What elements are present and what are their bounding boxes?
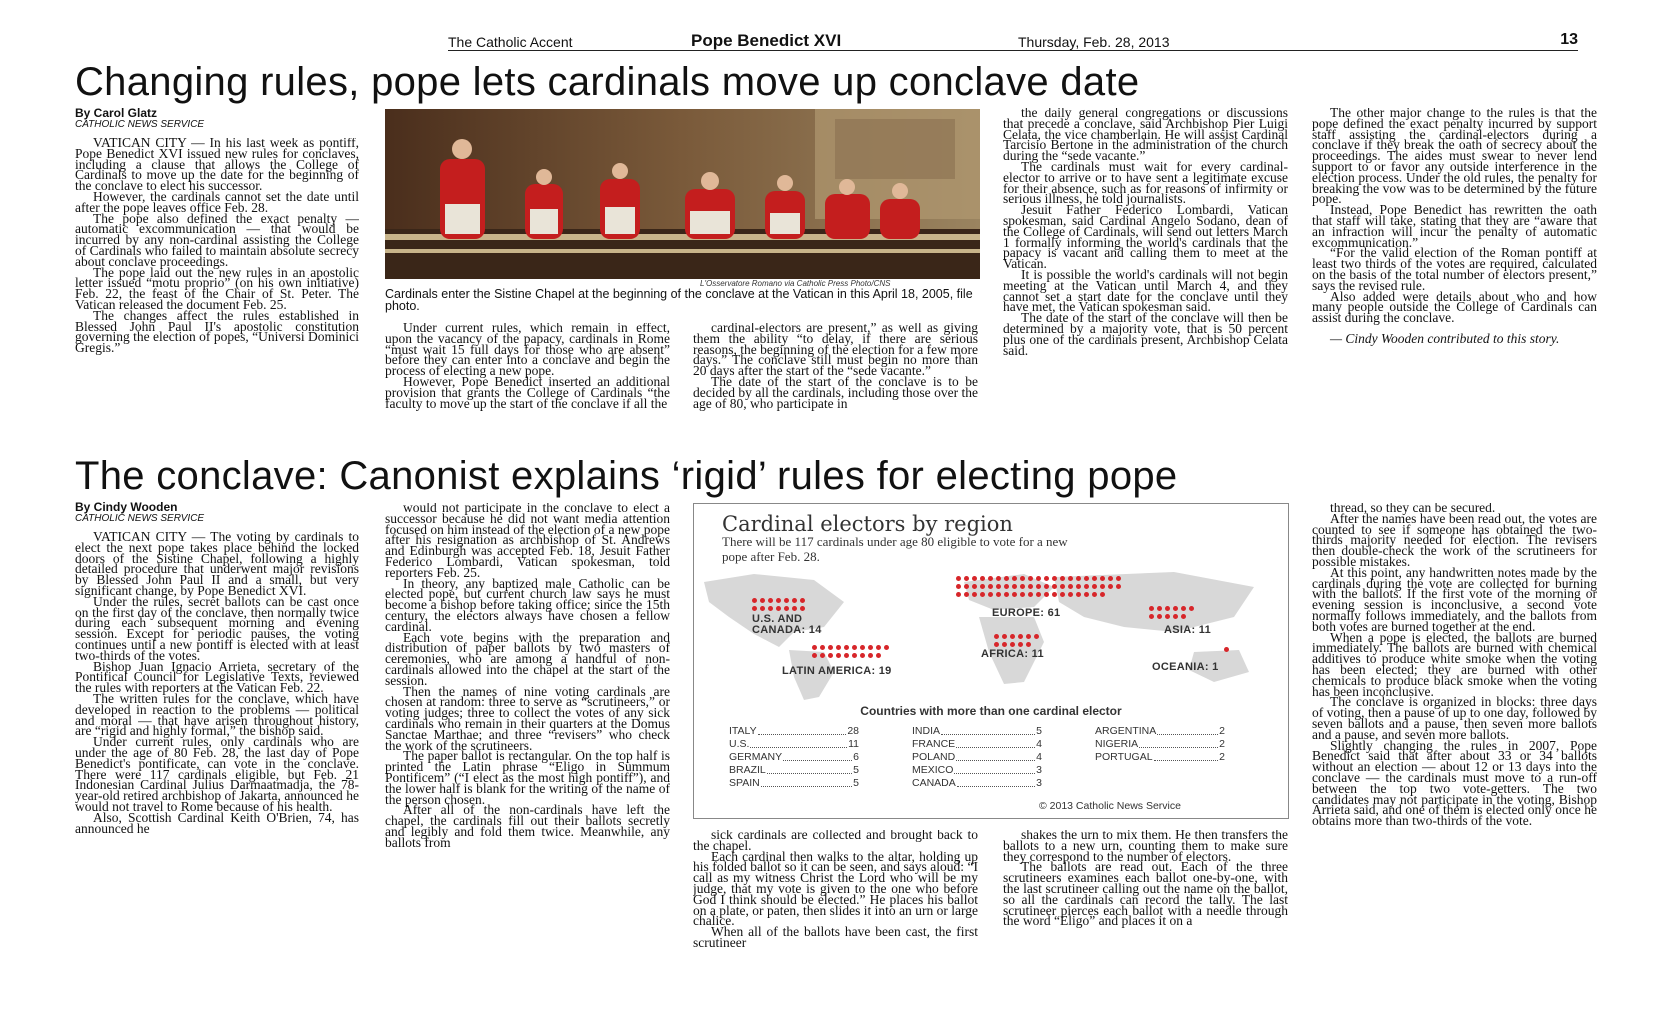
country-count: 11 (848, 738, 859, 750)
leader-dots (750, 738, 847, 748)
country-name: MEXICO (912, 764, 954, 776)
cardinal-dot (1034, 634, 1039, 639)
cardinal-dot (956, 576, 961, 581)
cardinal-dot (1052, 592, 1057, 597)
cardinal-dot (996, 584, 1001, 589)
leader-dots (957, 777, 1035, 787)
region-label-latin-america: LATIN AMERICA: 19 (782, 665, 892, 677)
paragraph: The pope also defined the exact penalty — automatic excommunication — that would be incurred by any non-cardinal assisting the College of Cardinals who failed to maintain absolute secrecy about conclave proceedings. (75, 210, 359, 269)
cardinal-dot (1044, 592, 1049, 597)
country-row (1095, 738, 1225, 751)
cardinal-dot (1224, 647, 1229, 652)
region-dots-oceania (1224, 647, 1229, 652)
country-count: 5 (1036, 725, 1042, 737)
paragraph: The conclave is organized in blocks: three days of voting, then a pause of up to one day, followed by seven ballots and a pause, then seven more ballots and a pause, and seven more ballots. (1312, 694, 1597, 742)
graphic-copyright: © 2013 Catholic News Service (1039, 800, 1181, 812)
paragraph: Each vote begins with the preparation and distribution of paper ballots by two masters of ceremonies, who are among a handful of non-cardinals allowed into the chapel at the start of the session. (385, 629, 670, 688)
cardinal-dot (1036, 576, 1041, 581)
country-count: 4 (1036, 751, 1042, 763)
country-name: ITALY (729, 725, 757, 737)
cardinal-dot (1157, 614, 1162, 619)
cardinal-dot (876, 653, 881, 658)
paragraph: “For the valid election of the Roman pontiff at least two thirds of the votes are required, calculated on the basis of the total number of electors present,” says the revised rule. (1312, 245, 1597, 293)
country-row (729, 777, 859, 790)
photo-credit: L'Osservatore Romano via Catholic Press Photo/CNS (700, 279, 891, 288)
cardinal-dot (1092, 584, 1097, 589)
country-row (912, 738, 1042, 751)
cardinal-dot (1068, 576, 1073, 581)
cardinal-dot (1052, 576, 1057, 581)
region-dots-us-canada (752, 598, 805, 611)
cardinal-dot (860, 653, 865, 658)
cardinal-dot (1157, 606, 1162, 611)
paragraph: would not participate in the conclave to elect a successor because he did not want media attention focused on him instead of the election of a new pope after his resignation as archbishop of St. Andrews and Edinburgh was accepted Feb. 18, Jesuit Father Federico Lombardi, Vatican spokesman, told reporters Feb. 25. (385, 503, 670, 580)
cardinal-dot (1068, 584, 1073, 589)
country-count: 6 (853, 751, 859, 763)
leader-dots (954, 764, 1035, 774)
paragraph: shakes the urn to mix them. He then transfers the ballots to a new urn, counting them to make sure they correspond to the number of electors. (1003, 830, 1288, 864)
paragraph: The ballots are read out. Each of the three scrutineers examines each ballot one-by-one, with the last scrutineer calling out the name on the ballot, so all the cardinals can record the tally. The last scrutineer pierces each ballot with a needle through the word “Eligo” and places it on a (1003, 859, 1288, 929)
cardinal-dot (972, 584, 977, 589)
cardinal-dot (1181, 606, 1186, 611)
paragraph: Under current rules, only cardinals who are under the age of 80 Feb. 28, the last day of Pope Benedict's pontificate, can vote in the conclave. There were 117 cardinals eligible, but Feb. 21 Indonesian Cardinal Julius Darmaatmadja, the 78-year-old retired archbishop of Jakarta, announced he would not travel to Rome because of his health. (75, 734, 359, 814)
paragraph: The paper ballot is rectangular. On the top half is printed the Latin phrase “Eligo in Summum Pontificem” (“I elect as the most high pontiff”), and the lower half is blank for the writing of the name of the person chosen. (385, 748, 670, 807)
leader-dots (767, 764, 852, 774)
cardinal-dot (876, 645, 881, 650)
cardinal-dot (1084, 576, 1089, 581)
country-count: 3 (1036, 777, 1042, 789)
page-number: 13 (1560, 31, 1578, 48)
leader-dots (956, 738, 1035, 748)
cardinal-dot (1018, 642, 1023, 647)
paragraph: Jesuit Father Federico Lombardi, Vatican spokesman, said Cardinal Angelo Sodano, dean of the College of Cardinals, will send out letters March 1 formally informing the world's cardinals that the papacy is vacant and calling them to meet at the Vatican. (1003, 202, 1288, 272)
cardinal-dot (1026, 642, 1031, 647)
paragraph: The written rules for the conclave, which have developed in reaction to the problems — political and moral — that have arisen throughout history, are “rigid and highly formal,” the bishop said. (75, 690, 359, 739)
paragraph: The changes affect the rules established in Blessed John Paul II's apostolic constitution governing the election of popes, “Universi Dominici Gregis.” (75, 307, 359, 356)
cardinal-dot (972, 576, 977, 581)
cardinal-dot (956, 592, 961, 597)
cardinal-dot (988, 584, 993, 589)
cardinal-dot (994, 634, 999, 639)
cardinal-dot (868, 645, 873, 650)
cardinal-dot (1004, 584, 1009, 589)
graphic-subtitle: There will be 117 cardinals under age 80 eligible to vote for a new pope after Feb. 28. (722, 534, 1068, 564)
author-name: By Cindy Wooden (75, 500, 178, 514)
paragraph: Slightly changing the rules in 2007, Pope Benedict said that after about 33 or 34 ballots without an election — about 12 or 13 days into the conclave — the cardinals must move to a run-off between the top two vote-getters. The two candidates may not participate in the voting, Bishop Arrieta said, and one of them is elected only once he obtains more than two-thirds of the vote. (1312, 737, 1597, 829)
region-label-oceania: OCEANIA: 1 (1152, 661, 1219, 673)
country-name: POLAND (912, 751, 956, 763)
country-row (1095, 725, 1225, 738)
cardinal-dot (1028, 584, 1033, 589)
cardinal-dot (1028, 576, 1033, 581)
country-name: SPAIN (729, 777, 760, 789)
agency-name: CATHOLIC NEWS SERVICE (75, 513, 205, 524)
page-header (448, 30, 1578, 52)
cardinal-dot (1068, 592, 1073, 597)
contributor-note: — Cindy Wooden contributed to this story. (1330, 330, 1560, 346)
paragraph: However, the cardinals cannot set the date until after the pope leaves office Feb. 28. (75, 188, 359, 215)
country-count: 4 (1036, 738, 1042, 750)
cardinal-dot (812, 653, 817, 658)
cardinal-dot (844, 645, 849, 650)
cardinal-dot (972, 592, 977, 597)
cardinal-dot (1010, 642, 1015, 647)
cardinal-dot (994, 642, 999, 647)
cardinal-dot (980, 576, 985, 581)
cardinal-dot (956, 584, 961, 589)
country-row (1095, 751, 1225, 764)
cardinal-dot (1116, 584, 1121, 589)
cardinal-dot (812, 645, 817, 650)
cardinal-dot (784, 606, 789, 611)
paragraph: Then the names of nine voting cardinals are chosen at random: three to serve as “scrutineers,” or voting judges; three to collect the votes of any sick cardinals who remain in their quarters at the Domus Sanctae Marthae; and three “revisers” who check the work of the scrutineers. (385, 683, 670, 753)
country-name: PORTUGAL (1095, 751, 1153, 763)
paragraph: After all of the non-cardinals have left the chapel, the cardinals fill out their ballots secretly and legibly and fold them twice. Meanwhile, any ballots from (385, 802, 670, 850)
leader-dots (758, 725, 847, 735)
cardinal-dot (1181, 614, 1186, 619)
cardinal-dot (1173, 614, 1178, 619)
country-name: GERMANY (729, 751, 783, 763)
cardinal-dot (1100, 576, 1105, 581)
cardinal-dot (776, 598, 781, 603)
cardinal-dot (1018, 634, 1023, 639)
article1-column-3 (693, 323, 978, 454)
cardinal-dot (1092, 576, 1097, 581)
cardinal-dot (1092, 592, 1097, 597)
cardinal-dot (776, 606, 781, 611)
country-list-2 (912, 725, 1042, 790)
paragraph: Each cardinal then walks to the altar, holding up his folded ballot so it can be seen, and says aloud: “I call as my witness Christ the Lord who will be my judge, that my vote is given to the one who before God I think should be elected.” He places his ballot on a plate, or paten, then slides it into an urn or large chalice. (693, 848, 978, 929)
cardinal-dot (760, 598, 765, 603)
cardinal-dot (964, 576, 969, 581)
cardinal-dot (868, 653, 873, 658)
cardinal-dot (800, 606, 805, 611)
cardinal-dot (1100, 584, 1105, 589)
header-rule (448, 50, 1578, 51)
paragraph: The other major change to the rules is that the pope defined the exact penalty incurred by support staff assisting the cardinal-electors during a conclave if they break the oath of secrecy about the proceedings. The aides must swear to never lend support to or favor any outside interference in the election process. Under the old rules, the penalty for breaking the vow was to be determined by the future pope. (1312, 108, 1597, 207)
graphic-title: Cardinal electors by region (722, 512, 1013, 536)
paragraph: sick cardinals are collected and brought back to the chapel. (693, 830, 978, 853)
paragraph: cardinal-electors are present,” as well as giving them the ability “to delay, if there are serious reasons, the beginning of the election for a few more days.” The conclave still must begin no more than 20 days after the start of the “sede vacante.” (693, 323, 978, 379)
cardinal-dot (980, 592, 985, 597)
article1-column-2 (385, 323, 670, 454)
article1-column-4 (1003, 108, 1288, 454)
cardinal-dot (792, 598, 797, 603)
leader-dots (1139, 738, 1218, 748)
cardinal-dot (1028, 592, 1033, 597)
country-row (729, 725, 859, 738)
paragraph: At this point, any handwritten notes made by the cardinals during the vote are collected for burning with the ballots. If the first vote of the morning or evening session is inconclusive, a second vote normally follows immediately, and the ballots from both votes are burned together at the end. (1312, 564, 1597, 634)
photo-caption: Cardinals enter the Sistine Chapel at the beginning of the conclave at the Vatican in this April 18, 2005, file photo. (385, 287, 973, 313)
cardinal-dot (1108, 576, 1113, 581)
paragraph: Also, Scottish Cardinal Keith O'Brien, 74, has announced he (75, 809, 359, 836)
country-row (912, 725, 1042, 738)
issue-date: Thursday, Feb. 28, 2013 (1018, 34, 1170, 50)
paragraph: the daily general congregations or discussions that precede a conclave, said Archbishop Pier Luigi Celata, the vice chamberlain. He will assist Cardinal Tarcisio Bertone in the administration of the church during the “sede vacante.” (1003, 108, 1288, 164)
cardinal-dot (1044, 576, 1049, 581)
cardinal-dot (1026, 634, 1031, 639)
byline-1 (75, 107, 204, 131)
paragraph: However, Pope Benedict inserted an additional provision that grants the College of Cardinals “the faculty to move up the start of the conclave if all the (385, 373, 670, 411)
country-row (912, 777, 1042, 790)
country-count: 5 (853, 764, 859, 776)
cardinal-dot (980, 584, 985, 589)
country-row (729, 738, 859, 751)
cardinal-dot (1010, 634, 1015, 639)
section-title: Pope Benedict XVI (691, 31, 842, 50)
country-count: 2 (1219, 738, 1225, 750)
cardinal-dot (1116, 576, 1121, 581)
cardinal-dot (768, 606, 773, 611)
cardinal-dot (1012, 576, 1017, 581)
region-label-europe: EUROPE: 61 (992, 607, 1061, 619)
paragraph: After the names have been read out, the votes are counted to see if someone has obtained the two-thirds majority needed for election. The revisers then double-check the work of the scrutineers for possible mistakes. (1312, 510, 1597, 569)
region-dots-asia (1149, 606, 1194, 619)
agency-name: CATHOLIC NEWS SERVICE (75, 119, 205, 130)
paragraph: The pope laid out the new rules in an apostolic letter issued “motu proprio” (on his own initiative) Feb. 22, the feast of the Chair of St. Peter. The Vatican released the document Feb. 25. (75, 264, 359, 312)
leader-dots (941, 725, 1035, 735)
paragraph: Under the rules, secret ballots can be cast once on the first day of the conclave, then normally twice during each subsequent morning and evening session. Except for periodic pauses, the voting continues until a new pontiff is elected with at least two-thirds of the votes. (75, 593, 359, 663)
cardinal-dot (1149, 606, 1154, 611)
cardinal-dot (820, 645, 825, 650)
cardinal-dot (996, 576, 1001, 581)
cardinal-dot (1004, 576, 1009, 581)
country-row (729, 764, 859, 777)
country-name: BRAZIL (729, 764, 766, 776)
paragraph: When all of the ballots have been cast, the first scrutineer (693, 924, 978, 950)
conclave-photo (385, 109, 980, 279)
cardinal-dot (1020, 592, 1025, 597)
region-label-us-canada: U.S. AND CANADA: 14 (752, 613, 822, 636)
paragraph: It is possible the world's cardinals will not begin meeting at the Vatican until March 4, and they cannot set a start date for the conclave until they have met, the Vatican spokesman said. (1003, 266, 1288, 315)
world-map (694, 572, 1288, 702)
cardinal-dot (1060, 576, 1065, 581)
cardinal-dot (836, 645, 841, 650)
cardinal-dot (1084, 584, 1089, 589)
paragraph: Bishop Juan Ignacio Arrieta, secretary of the Pontifical Council for Legislative Texts, reviewed the rules with reporters at the Vatican Feb. 22. (75, 658, 359, 696)
cardinal-dot (760, 606, 765, 611)
leader-dots (956, 751, 1035, 761)
cardinal-dot (1052, 584, 1057, 589)
paragraph: VATICAN CITY — In his last week as pontiff, Pope Benedict XVI issued new rules for conclaves, including a clause that allows the College of Cardinals to move up the date for the beginning of the conclave to elect his successor. (75, 138, 359, 194)
country-row (912, 751, 1042, 764)
headline-2: The conclave: Canonist explains ‘rigid’ rules for electing pope (75, 454, 1178, 498)
country-name: CANADA (912, 777, 956, 789)
cardinal-dot (884, 645, 889, 650)
cardinal-dot (1165, 606, 1170, 611)
cardinal-dot (852, 653, 857, 658)
country-count: 2 (1219, 751, 1225, 763)
cardinal-dot (828, 645, 833, 650)
cardinal-dot (1084, 592, 1089, 597)
country-name: NIGERIA (1095, 738, 1139, 750)
cardinal-dot (964, 592, 969, 597)
region-dots-latin-america (812, 645, 889, 658)
cardinal-dot (988, 576, 993, 581)
cardinal-dot (1060, 584, 1065, 589)
cardinal-dot (1189, 606, 1194, 611)
article2-column-5 (1312, 503, 1597, 984)
cardinal-dot (1076, 584, 1081, 589)
paragraph: The date of the start of the conclave will then be determined by a majority vote, that is 50 percent plus one of the cardinals present, Archbishop Celata said. (1003, 310, 1288, 358)
cardinal-dot (752, 606, 757, 611)
author-name: By Carol Glatz (75, 106, 158, 120)
article2-column-4 (1003, 830, 1288, 984)
region-dots-africa (994, 634, 1039, 647)
country-count: 5 (853, 777, 859, 789)
cardinal-dot (844, 653, 849, 658)
cardinal-dot (784, 598, 789, 603)
country-name: INDIA (912, 725, 941, 737)
article2-column-2 (385, 503, 670, 984)
cardinal-dot (1149, 614, 1154, 619)
region-label-asia: ASIA: 11 (1164, 624, 1212, 636)
cardinal-dot (964, 584, 969, 589)
cardinal-dot (820, 653, 825, 658)
cardinal-dot (828, 653, 833, 658)
cardinal-dot (1012, 584, 1017, 589)
paragraph: VATICAN CITY — The voting by cardinals to elect the next pope takes place behind the locked doors of the Sistine Chapel, following a highly detailed procedure that underwent major revisions by Blessed John Paul II and a small, but very significant change, by Pope Benedict XVI. (75, 532, 359, 598)
cardinal-dot (1173, 606, 1178, 611)
cardinal-dot (1012, 592, 1017, 597)
cardinal-dot (1060, 592, 1065, 597)
cardinal-dot (852, 645, 857, 650)
cardinal-dot (1100, 592, 1105, 597)
cardinal-dot (1036, 584, 1041, 589)
leader-dots (1157, 725, 1218, 735)
country-row (729, 751, 859, 764)
country-count: 28 (847, 725, 859, 737)
cardinal-dot (860, 645, 865, 650)
cardinal-dot (800, 598, 805, 603)
article1-column-1 (75, 138, 359, 454)
paragraph: thread, so they can be secured. (1330, 503, 1496, 515)
country-list-1 (729, 725, 859, 790)
paragraph: Under current rules, which remain in effect, upon the vacancy of the papacy, cardinals in Rome “must wait 15 full days for those who are absent” before they can enter into a conclave and begin the process of electing a new pope. (385, 323, 670, 379)
cardinal-dot (1020, 576, 1025, 581)
cardinal-dot (1002, 642, 1007, 647)
cardinal-dot (1108, 584, 1113, 589)
cardinal-dot (1076, 592, 1081, 597)
paragraph: Also added were details about who and how many people outside the College of Cardinals can assist during the conclave. (1312, 288, 1597, 326)
leader-dots (783, 751, 852, 761)
paragraph: In theory, any baptized male Catholic can be elected pope, but current church law says he must become a bishop before taking office; since the 15th century, the electors always have chosen a fellow cardinal. (385, 575, 670, 634)
country-count: 2 (1219, 725, 1225, 737)
country-name: FRANCE (912, 738, 956, 750)
byline-2 (75, 501, 204, 525)
article2-column-3 (693, 830, 978, 984)
headline-1: Changing rules, pope lets cardinals move up conclave date (75, 60, 1140, 104)
cardinal-dot (1044, 584, 1049, 589)
countries-title: Countries with more than one cardinal elector (860, 704, 1122, 718)
region-label-africa: AFRICA: 11 (981, 648, 1044, 660)
cardinal-dot (836, 653, 841, 658)
leader-dots (761, 777, 852, 787)
leader-dots (1154, 751, 1219, 761)
country-list-3 (1095, 725, 1225, 764)
article2-column-1 (75, 532, 359, 984)
article1-column-5 (1312, 108, 1597, 454)
country-row (912, 764, 1042, 777)
cardinal-electors-graphic (693, 503, 1289, 819)
cardinal-dot (752, 598, 757, 603)
country-name: U.S. (729, 738, 750, 750)
cardinal-dot (1004, 592, 1009, 597)
publication-name: The Catholic Accent (448, 34, 573, 50)
cardinal-dot (1076, 576, 1081, 581)
country-count: 3 (1036, 764, 1042, 776)
paragraph: The date of the start of the conclave is to be decided by all the cardinals, including those over the age of 80, who participate in (693, 373, 978, 411)
cardinal-dot (988, 592, 993, 597)
cardinal-dot (1036, 592, 1041, 597)
cardinal-dot (1002, 634, 1007, 639)
cardinal-dot (1165, 614, 1170, 619)
paragraph: When a pope is elected, the ballots are burned immediately. The ballots are burned with chemical additives to produce white smoke when the voting has been elected; they are burned with other chemicals to produce black smoke when the voting has been inconclusive. (1312, 629, 1597, 699)
paragraph: Instead, Pope Benedict has rewritten the oath that staff will take, stating that they are “aware that an infraction will incur the penalty of automatic excommunication.” (1312, 202, 1597, 250)
cardinal-dot (768, 598, 773, 603)
country-name: ARGENTINA (1095, 725, 1157, 737)
paragraph: The cardinals must wait for every cardinal-elector to arrive or to have sent a legitimate excuse for their absence, such as for reasons of infirmity or serious illness, he told journalists. (1003, 158, 1288, 207)
cardinal-dot (1020, 584, 1025, 589)
cardinal-dot (792, 606, 797, 611)
region-dots-europe (956, 576, 1121, 597)
cardinal-dot (996, 592, 1001, 597)
